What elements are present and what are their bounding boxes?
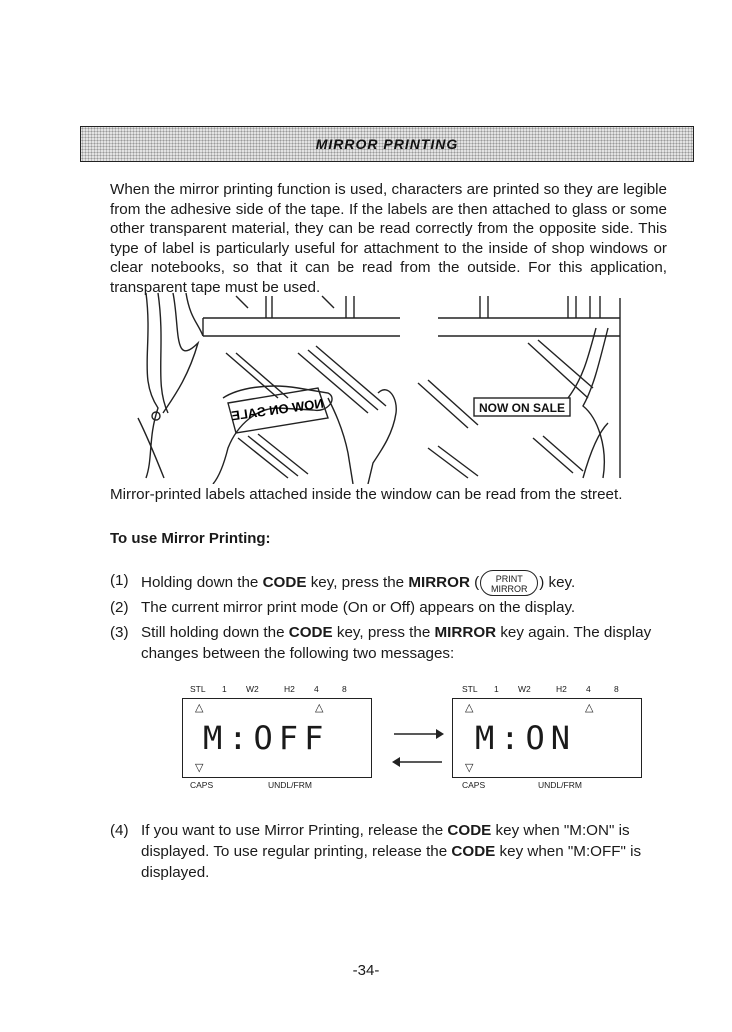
indicator-undl-frm: UNDL/FRM [538, 780, 582, 790]
triangle-up-icon: △ [195, 702, 204, 714]
step-number: (2) [110, 599, 129, 616]
step-4 [110, 820, 670, 886]
triangle-up-icon: △ [465, 702, 474, 714]
indicator-4: 4 [314, 684, 319, 694]
lcd-screen [452, 698, 642, 778]
lcd-message-on: M:ON [475, 719, 577, 757]
step-3 [110, 622, 670, 666]
subheading: To use Mirror Printing: [110, 530, 271, 547]
step-text: Still holding down the [141, 624, 289, 641]
code-key-label: CODE [451, 843, 496, 860]
step-text: key. [544, 574, 576, 592]
step-text: If you want to use Mirror Printing, release the [141, 822, 448, 839]
step-text: key when "M:ON" is [491, 822, 630, 839]
step-text: Holding down the [141, 574, 263, 592]
illustration-caption: Mirror-printed labels attached inside the window can be read from the street. [110, 486, 623, 503]
lcd-display-on [452, 684, 642, 794]
indicator-caps: CAPS [462, 780, 486, 790]
step-text: changes between the following two messages: [141, 645, 455, 662]
triangle-up-icon: △ [585, 702, 594, 714]
indicator-stl: STL [462, 684, 478, 694]
indicator-stl: STL [190, 684, 206, 694]
step-number: (3) [110, 624, 129, 641]
lcd-display-off [180, 684, 370, 794]
indicator-h2: H2 [284, 684, 295, 694]
intro-paragraph: When the mirror printing function is used, characters are printed so they are legible from the adhesive side of the tape. If the labels are then attached to glass or some other transparent material, they can be read correctly from the opposite side. This type of label is particularly useful for attachment to the inside of shop windows or clear notebooks, so that it can be read from the outside. For this application, transparent tape must be used. [110, 181, 667, 296]
indicator-undl-frm: UNDL/FRM [268, 780, 312, 790]
toggle-arrows-icon [390, 722, 446, 770]
indicator-4: 4 [586, 684, 591, 694]
code-key-label: CODE [288, 624, 333, 641]
step-text: displayed. [141, 864, 210, 881]
step-text: key when "M:OFF" is [495, 843, 642, 860]
section-title-banner [80, 126, 694, 162]
lcd-message-off: M:OFF [203, 719, 330, 757]
triangle-down-icon: ▽ [195, 762, 204, 774]
keycap-top-label: PRINT [495, 574, 523, 584]
indicator-8: 8 [342, 684, 347, 694]
indicator-8: 8 [614, 684, 619, 694]
indicator-w2: W2 [518, 684, 531, 694]
step-text: displayed. To use regular printing, release the [141, 843, 452, 860]
window-illustration [128, 288, 628, 484]
step-2 [110, 597, 670, 619]
step-number: (1) [110, 572, 129, 589]
triangle-down-icon: ▽ [465, 762, 474, 774]
step-text: key, press the [332, 624, 435, 641]
lcd-screen [182, 698, 372, 778]
triangle-up-icon: △ [315, 702, 324, 714]
mirror-key-label: MIRROR [408, 574, 470, 592]
code-key-label: CODE [262, 574, 307, 592]
indicator-1: 1 [494, 684, 499, 694]
step-text: key again. The display [496, 624, 652, 641]
indicator-caps: CAPS [190, 780, 214, 790]
keycap-bottom-label: MIRROR [490, 584, 528, 594]
step-text: The current mirror print mode (On or Off) appears on the display. [141, 599, 576, 616]
step-text: key, press the [306, 574, 409, 592]
code-key-label: CODE [447, 822, 492, 839]
normal-label-text: NOW ON SALE [479, 401, 565, 415]
step-1: (1) Holding down the CODE key, press the MIRROR ( PRINT MIRROR ) key. [110, 572, 576, 594]
mirrored-label-text: NOW ON SALE [230, 395, 325, 424]
indicator-w2: W2 [246, 684, 259, 694]
indicator-h2: H2 [556, 684, 567, 694]
indicator-1: 1 [222, 684, 227, 694]
mirror-key-label: MIRROR [434, 624, 497, 641]
page-number: -34- [352, 962, 380, 979]
step-number: (4) [110, 822, 129, 839]
print-mirror-keycap [480, 570, 538, 596]
section-title: MIRROR PRINTING [315, 136, 459, 152]
